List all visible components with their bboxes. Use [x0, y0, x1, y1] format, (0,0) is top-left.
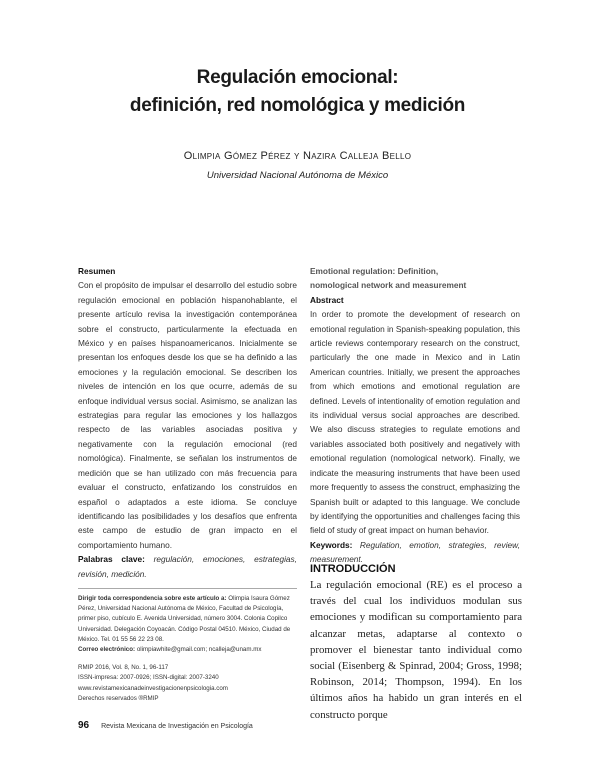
correspondence-email [78, 645, 297, 655]
meta-rights: Derechos reservados ®RMIP [78, 694, 159, 702]
palabras-clave-label: Palabras clave: [78, 554, 145, 565]
correspondence-block [78, 594, 297, 704]
meta-website: www.revistamexicanadeinvestigacionenpsicologia.com [78, 684, 228, 692]
abstract-heading: Abstract [310, 294, 344, 305]
email-text: olimpiawhite@gmail.com; ncalleja@unam.mx [136, 646, 262, 654]
page-number: 96 [78, 720, 90, 731]
keywords-text: Regulation, emotion, strategies, review, measurement. [310, 539, 520, 565]
english-abstract-column [310, 264, 520, 567]
abstract-text: In order to promote the development of research on emotional regulation in Spanish-speaking population, this article reviews contemporary research on the construct, particularly the one made in Mexico and in Latin American countries. Initially, we present the approaches from which emotions and emotional regulation are defined. Levels of intentionality of emotion regulation and its individual versus social approaches are described. We also discuss strategies to regulate emotions and variables associated both positively and negatively with emotional regulation (nomological network). Finally, we indicate the measuring instruments that have been used more frequently to assess the construct, emphasizing the Spanish built or adapted to this language. We conclude by identifying the opportunities and challenges facing this field of study of great impact on human behavior. [310, 309, 520, 536]
article-title [0, 64, 595, 120]
keywords-label: Keywords: [310, 539, 353, 550]
title-line-1: Regulación emocional: [196, 67, 399, 88]
resumen-text: Con el propósito de impulsar el desarrollo del estudio sobre regulación emocional en población hispanohablante, el presente artículo revisa la investigación contemporánea sobre el constructo, particularmente la efectuada en México y en países hispanoamericanos. Inicialmente se presentan los enfoques desde los que se ha definido a las emociones y la regulación emocional. Se describen los niveles de intención en los que ocurre, además de su enfoque individual versus social. Asimismo, se analizan las estrategias para regular las emociones y los hallazgos respecto de las variables asociadas positiva y negativamente con la regulación emocional (red nomológica). Finalmente, se señalan los instrumentos de medición que se han utilizado con más frecuencia para evaluar el constructo, enfatizando los construidos en español o adaptados a este idioma. Se concluye identificando las posibilidades y los desafíos que enfrenta este campo de estudio de gran impacto en el comportamiento humano. [78, 280, 297, 550]
introduccion-heading: INTRODUCCIÓN [310, 563, 396, 575]
english-title-line-2: nomological network and measurement [310, 280, 467, 291]
correspondence-address-text: Olimpia Isaura Gómez Pérez, Universidad Nacional Autónoma de México, Facultad de Psicología, primer piso, cubículo E. Avenida Universidad, número 3004. Colonia Copilco Universidad. Delegación Coyoacán. Código Postal 04510. México, Ciudad de México. Tel. 01 55 56 22 23 08. [78, 595, 291, 643]
correspondence-address [78, 594, 297, 645]
email-label: Correo electrónico: [78, 646, 136, 654]
title-line-2: definición, red nomológica y medición [129, 95, 466, 116]
affiliation: Universidad Nacional Autónoma de México [206, 170, 389, 181]
publication-meta [78, 663, 297, 704]
english-title-line-1: Emotional regulation: Definition, [310, 266, 439, 276]
spanish-abstract-column [78, 264, 297, 581]
palabras-clave [78, 552, 297, 581]
meta-issn: ISSN-impresa: 2007-0926; ISSN-digital: 2007-3240 [78, 674, 219, 682]
journal-name: Revista Mexicana de Investigación en Psicología [101, 723, 253, 730]
meta-volume: RMIP 2016, Vol. 8, No. 1, 96-117 [78, 664, 169, 672]
palabras-clave-text: regulación, emociones, estrategias, revisión, medición. [78, 554, 297, 579]
resumen-heading: Resumen [78, 266, 116, 276]
authors: Olimpia Gómez Pérez y Nazira Calleja Bello [183, 150, 412, 162]
page-footer [78, 720, 253, 731]
correspondence-divider [78, 588, 297, 589]
introduccion-text: La regulación emocional (RE) es el proceso a través del cual los individuos modulan sus emociones y modifican su comportamiento para alcanzar metas, adaptarse al contexto o promover el bienestar tanto individual como social (Eisenberg & Spinrad, 2004; Gross, 1998; Robinson, 2014; Thompson, 1994). En los últimos años ha habido un gran interés en el constructo porque [310, 579, 522, 721]
correspondence-label: Dirigir toda correspondencia sobre este artículo a: [78, 595, 227, 602]
